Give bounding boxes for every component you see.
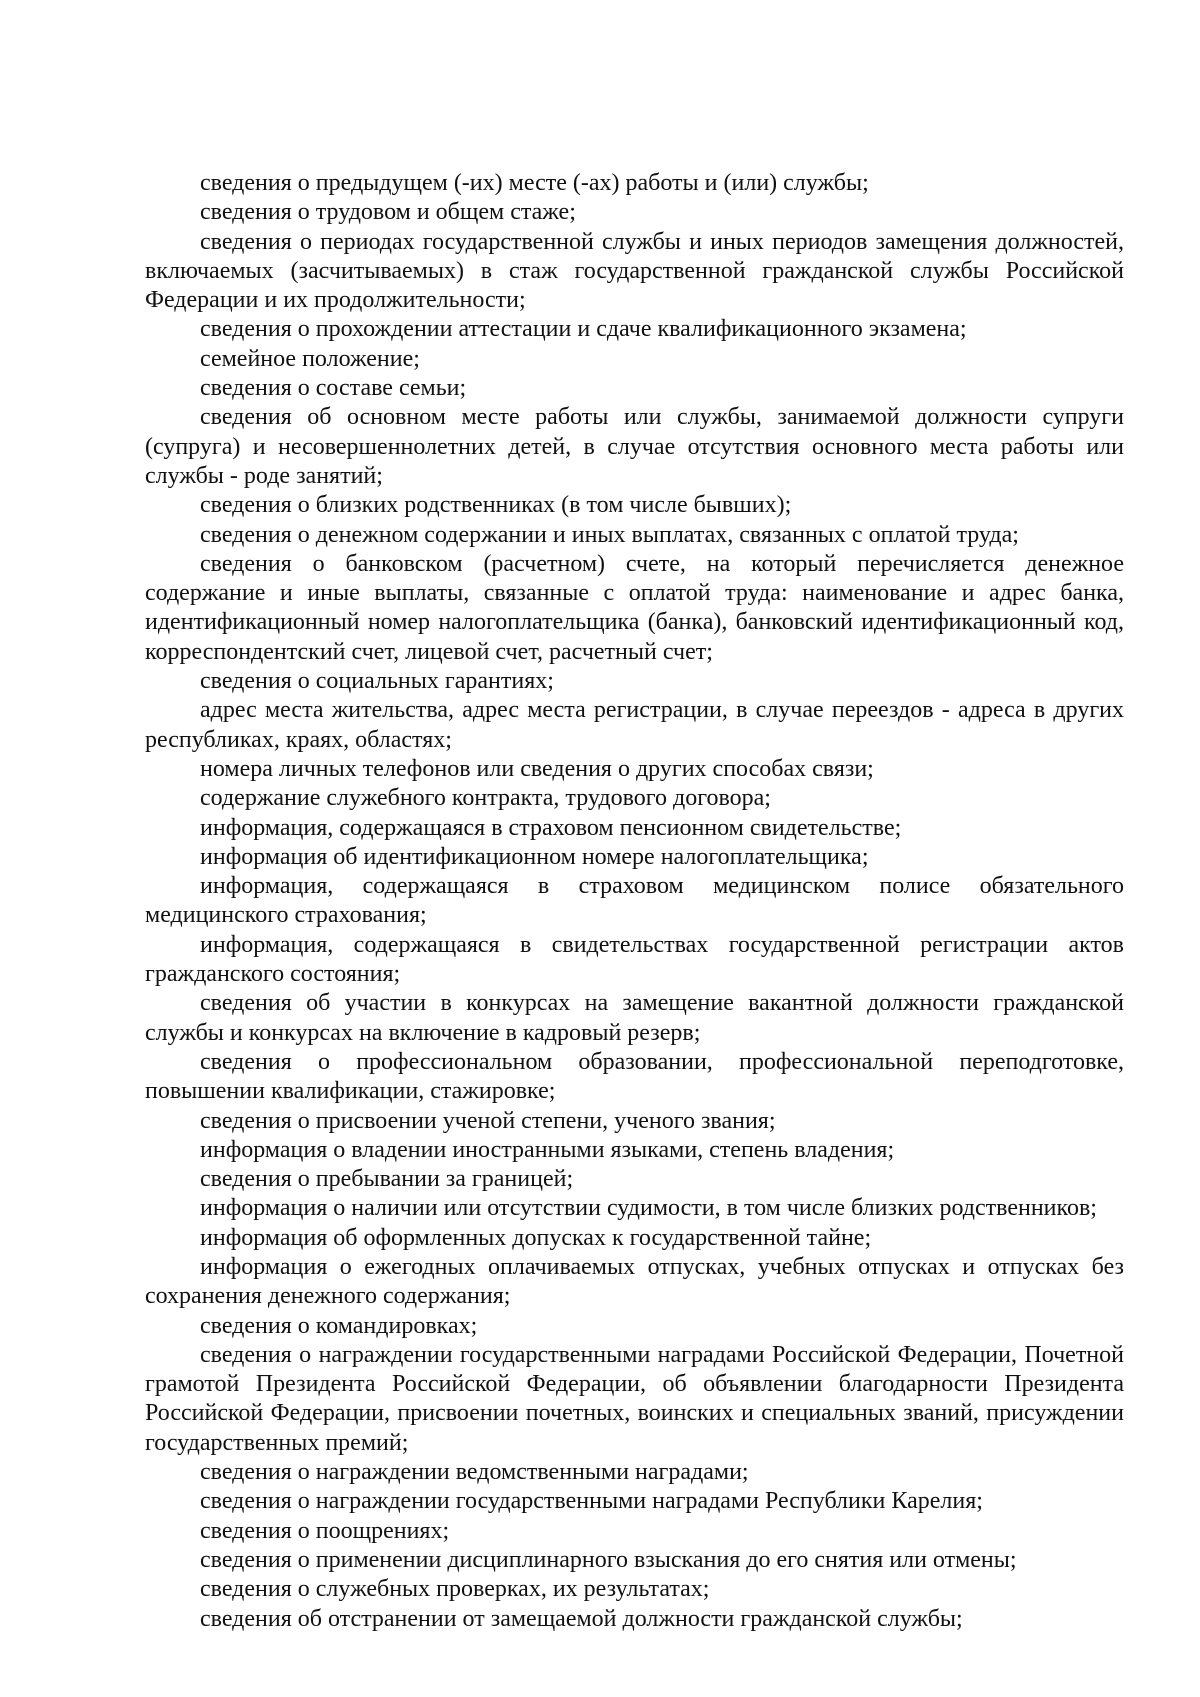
document-paragraph: сведения о денежном содержании и иных выплатах, связанных с оплатой труда; (200, 521, 1019, 548)
document-paragraph: сведения об участии в конкурсах на замещение вакантной должности гражданской службы и конкурсах на включение в кадровый резерв; (145, 990, 1124, 1046)
document-paragraph: информация, содержащаяся в свидетельствах государственной регистрации актов гражданского состояния; (145, 931, 1124, 988)
document-paragraph: сведения о применении дисциплинарного взыскания до его снятия или отмены; (200, 1546, 1017, 1573)
document-paragraph: сведения о банковском (расчетном) счете, на который перечисляется денежное содержание и иные выплаты, связанные с оплатой труда: наименование и адрес банка, идентификационный номер налогоплательщика (банка), банковский идентификационный код, корреспондентский счет, лицевой счет, расчетный счет; (145, 550, 1124, 665)
document-paragraph: информация о владении иностранными языками, степень владения; (200, 1136, 895, 1163)
document-paragraph: информация о наличии или отсутствии судимости, в том числе близких родственников; (200, 1195, 1097, 1222)
document-paragraph: информация об оформленных допусках к государственной тайне; (200, 1224, 872, 1251)
document-paragraph: семейное положение; (200, 345, 420, 372)
document-paragraph: сведения об отстранении от замещаемой должности гражданской службы; (200, 1605, 963, 1632)
document-paragraph: адрес места жительства, адрес места регистрации, в случае переездов - адреса в других республиках, краях, областях; (145, 697, 1124, 753)
document-paragraph: информация, содержащаяся в страховом медицинском полисе обязательного медицинского страхования; (145, 873, 1124, 929)
document-body (145, 169, 1124, 1634)
document-paragraph: сведения о награждении государственными наградами Российской Федерации, Почетной грамотой Президента Российской Федерации, об объявлении благодарности Президента Российской Федерации, присвоении почетных, воинских и специальных званий, присуждении государственных премий; (145, 1341, 1124, 1456)
document-paragraph: информация об идентификационном номере налогоплательщика; (200, 843, 869, 870)
document-paragraph: сведения о профессиональном образовании, профессиональной переподготовке, повышении квалификации, стажировке; (145, 1048, 1124, 1105)
document-paragraph: сведения о пребывании за границей; (200, 1166, 574, 1193)
document-paragraph: сведения о прохождении аттестации и сдаче квалификационного экзамена; (200, 316, 967, 343)
document-paragraph: номера личных телефонов или сведения о других способах связи; (200, 755, 874, 782)
document-paragraph: сведения о предыдущем (-их) месте (-ах) работы и (или) службы; (200, 170, 869, 196)
document-paragraph: сведения о социальных гарантиях; (200, 668, 554, 695)
document-paragraph: сведения о трудовом и общем стаже; (200, 199, 576, 226)
document-paragraph: сведения об основном месте работы или службы, занимаемой должности супруги (супруга) и несовершеннолетних детей, в случае отсутствия основного места работы или службы - роде занятий; (145, 404, 1124, 489)
document-paragraph: информация, содержащаяся в страховом пенсионном свидетельстве; (200, 814, 902, 841)
document-paragraph: сведения о близких родственниках (в том числе бывших); (200, 492, 792, 519)
document-paragraph: сведения о составе семьи; (200, 375, 467, 402)
document-paragraph: сведения о награждении государственными наградами Республики Карелия; (200, 1488, 983, 1515)
document-paragraph: сведения о служебных проверках, их результатах; (200, 1576, 710, 1603)
document-paragraph: сведения о командировках; (200, 1312, 478, 1339)
document-paragraph: информация о ежегодных оплачиваемых отпусках, учебных отпусках и отпусках без сохранения денежного содержания; (145, 1253, 1124, 1310)
document-paragraph: сведения о периодах государственной службы и иных периодов замещения должностей, включаемых (засчитываемых) в стаж государственной гражданской службы Российской Федерации и их продолжительности; (145, 228, 1124, 314)
document-paragraph: сведения о награждении ведомственными наградами; (200, 1459, 749, 1486)
document-paragraph: сведения о поощрениях; (200, 1517, 450, 1544)
document-paragraph: содержание служебного контракта, трудового договора; (200, 785, 771, 812)
document-paragraph: сведения о присвоении ученой степени, ученого звания; (200, 1107, 776, 1134)
